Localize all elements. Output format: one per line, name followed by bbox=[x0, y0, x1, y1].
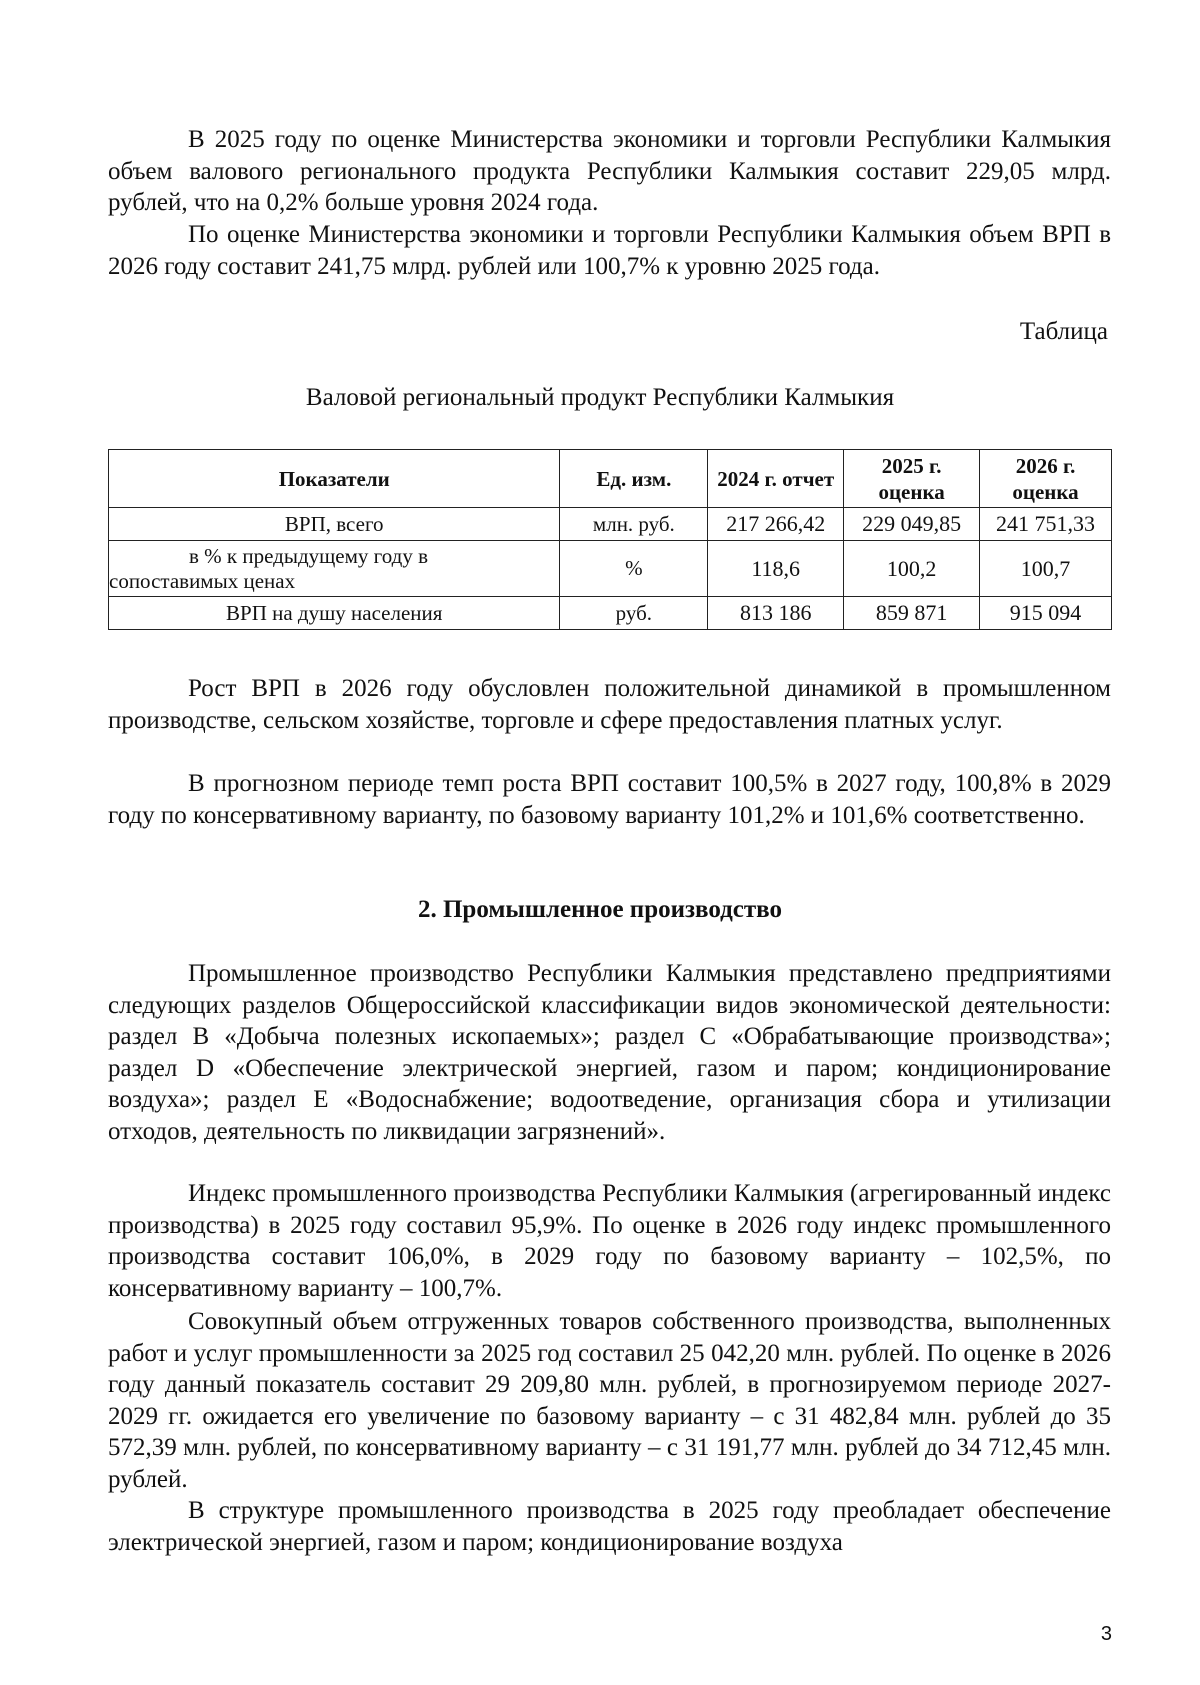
paragraph-structure: В структуре промышленного производства в 2025 году преобладает обеспечение электрической энергией, газом и паром; кондиционирование воздуха bbox=[108, 1497, 1111, 1556]
page-number: 3 bbox=[1100, 1623, 1112, 1645]
header-2025: 2025 г. оценка bbox=[844, 450, 980, 508]
row-indicator bbox=[109, 541, 560, 597]
paragraph-forecast: В прогнозном периоде темп роста ВРП составит 100,5% в 2027 году, 100,8% в 2029 году по консервативному варианту, по базовому варианту 101,2% и 101,6% соответственно. bbox=[108, 770, 1111, 829]
row-unit: % bbox=[560, 541, 708, 597]
row-value-2024: 118,6 bbox=[708, 541, 844, 597]
row-indicator: ВРП, всего bbox=[109, 508, 560, 541]
table-title: Валовой региональный продукт Республики Калмыкия bbox=[305, 384, 895, 411]
table-row bbox=[109, 508, 1112, 541]
table-row bbox=[109, 541, 1112, 597]
row-value-2024: 813 186 bbox=[708, 597, 844, 630]
table-row bbox=[109, 597, 1112, 630]
grp-table bbox=[108, 449, 1112, 630]
row-value-2026: 241 751,33 bbox=[980, 508, 1112, 541]
row-value-2026: 915 094 bbox=[980, 597, 1112, 630]
header-unit: Ед. изм. bbox=[560, 450, 708, 508]
paragraph-grp-2025: В 2025 году по оценке Министерства экономики и торговли Республики Калмыкия объем валового регионального продукта Республики Калмыкия составит 229,05 млрд. рублей, что на 0,2% больше уровня 2024 года. bbox=[108, 126, 1111, 216]
row-value-2025: 859 871 bbox=[844, 597, 980, 630]
section-heading: 2. Промышленное производство bbox=[417, 896, 783, 923]
paragraph-shipped-volume: Совокупный объем отгруженных товаров собственного производства, выполненных работ и услуг промышленности за 2025 год составил 25 042,20 млн. рублей. По оценке в 2026 году данный показатель составит 29 209,80 млн. рублей, в прогнозируемом периоде 2027-2029 гг. ожидается его увеличение по базовому варианту – с 31 482,84 млн. рублей до 35 572,39 млн. рублей, по консервативному варианту – с 31 191,77 млн. рублей до 34 712,45 млн. рублей. bbox=[108, 1308, 1111, 1493]
header-indicators: Показатели bbox=[109, 450, 560, 508]
row-value-2025: 100,2 bbox=[844, 541, 980, 597]
table-label: Таблица bbox=[1019, 318, 1108, 345]
row-unit: млн. руб. bbox=[560, 508, 708, 541]
header-2024: 2024 г. отчет bbox=[708, 450, 844, 508]
row-unit: руб. bbox=[560, 597, 708, 630]
paragraph-industry-sections: Промышленное производство Республики Калмыкия представлено предприятиями следующих разделов Общероссийской классификации видов экономической деятельности: раздел B «Добыча полезных ископаемых»; раздел C «Обрабатывающие производства»; раздел D «Обеспечение электрической энергией, газом и паром; кондиционирование воздуха»; раздел E «Водоснабжение; водоотведение, организация сбора и утилизации отходов, деятельность по ликвидации загрязнений». bbox=[108, 960, 1111, 1145]
table-header-row bbox=[109, 450, 1112, 508]
row-value-2026: 100,7 bbox=[980, 541, 1112, 597]
paragraph-industrial-index: Индекс промышленного производства Республики Калмыкия (агрегированный индекс производства) в 2025 году составил 95,9%. По оценке в 2026 году индекс промышленного производства составит 106,0%, в 2029 году по базовому варианту – 102,5%, по консервативному варианту – 100,7%. bbox=[108, 1180, 1111, 1302]
row-indicator-text: в % к предыдущему году в сопоставимых ценах bbox=[109, 543, 428, 593]
row-value-2025: 229 049,85 bbox=[844, 508, 980, 541]
paragraph-growth-reasons: Рост ВРП в 2026 году обусловлен положительной динамикой в промышленном производстве, сельском хозяйстве, торговле и сфере предоставления платных услуг. bbox=[108, 675, 1111, 734]
row-value-2024: 217 266,42 bbox=[708, 508, 844, 541]
header-2026: 2026 г. оценка bbox=[980, 450, 1112, 508]
row-indicator: ВРП на душу населения bbox=[109, 597, 560, 630]
paragraph-grp-2026: По оценке Министерства экономики и торговли Республики Калмыкия объем ВРП в 2026 году составит 241,75 млрд. рублей или 100,7% к уровню 2025 года. bbox=[108, 221, 1111, 280]
